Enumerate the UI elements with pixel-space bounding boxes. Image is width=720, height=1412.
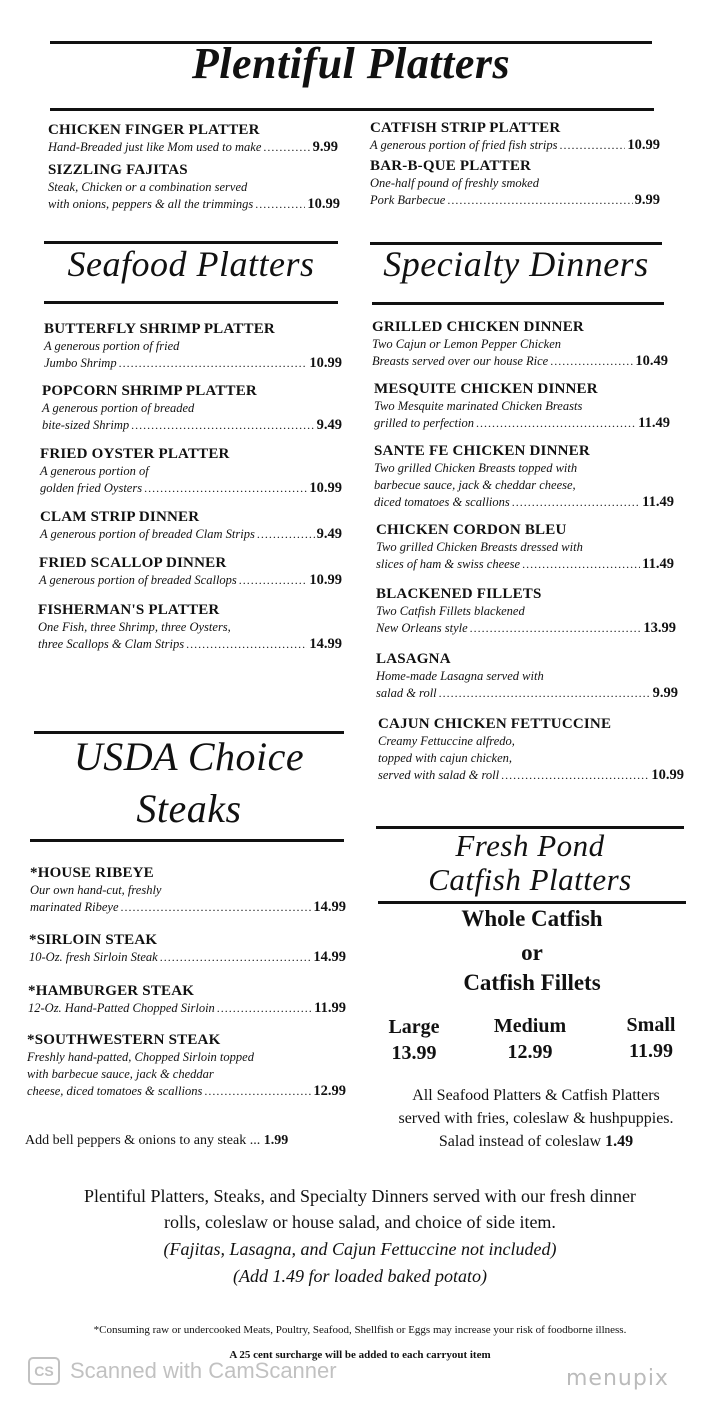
catfish-title-line1: Fresh Pond (455, 828, 605, 863)
footer-line3: (Fajitas, Lasagna, and Cajun Fettuccine not included) (163, 1239, 557, 1259)
item-desc: Breasts served over our house Rice (372, 354, 549, 368)
menu-item (30, 864, 346, 916)
item-price: 11.99 (314, 1000, 346, 1016)
item-name: CATFISH STRIP PLATTER (370, 120, 561, 136)
catfish-sub3: Catfish Fillets (463, 970, 601, 995)
item-desc: served with salad & roll (378, 768, 500, 782)
item-price: 10.99 (651, 767, 684, 783)
item-desc: salad & roll (376, 686, 437, 700)
menu-item (40, 508, 342, 543)
item-desc: A generous portion of breaded (42, 401, 195, 415)
carryout-surcharge: A 25 cent surcharge will be added to each carryout item (229, 1349, 491, 1361)
menu-item (39, 554, 342, 589)
item-price: 10.99 (307, 196, 340, 212)
item-price: 14.99 (309, 636, 342, 652)
item-price: 10.99 (309, 480, 342, 496)
catfish-note3-text: Salad instead of coleslaw (438, 1133, 602, 1150)
raw-food-warning: *Consuming raw or undercooked Meats, Poultry, Seafood, Shellfish or Eggs may increase your risk of foodborne illness. (93, 1324, 627, 1336)
item-desc: Jumbo Shrimp (44, 356, 117, 370)
item-price: 14.99 (313, 949, 346, 965)
item-desc: Two Cajun or Lemon Pepper Chicken (372, 337, 561, 351)
item-desc: Two Catfish Fillets blackened (376, 604, 525, 618)
item-desc: One-half pound of freshly smoked (370, 176, 539, 190)
item-price: 10.99 (309, 355, 342, 371)
item-price: 11.49 (642, 494, 674, 510)
catfish-note1: All Seafood Platters & Catfish Platters (412, 1087, 660, 1104)
menu-item (28, 982, 346, 1017)
size-label: Large (388, 1016, 440, 1038)
steaks-bottom-rule (30, 839, 344, 842)
catfish-note3-price: 1.49 (605, 1133, 634, 1150)
item-desc: barbecue sauce, jack & cheddar cheese, (374, 478, 576, 492)
catfish-title-line2: Catfish Platters (428, 862, 632, 897)
steaks-title-line2: Steaks (136, 786, 242, 831)
item-desc: One Fish, three Shrimp, three Oysters, (38, 620, 231, 634)
item-price: 9.49 (316, 417, 342, 433)
item-desc: 12-Oz. Hand-Patted Chopped Sirloin (28, 1001, 215, 1015)
item-desc: cheese, diced tomatoes & scallions (27, 1084, 203, 1098)
item-desc: A generous portion of (40, 464, 149, 478)
menu-item (374, 442, 674, 511)
catfish-note3 (374, 1133, 698, 1151)
item-desc: Two Mesquite marinated Chicken Breasts (374, 399, 583, 413)
item-name: *SOUTHWESTERN STEAK (27, 1032, 221, 1048)
item-desc: grilled to perfection (374, 416, 474, 430)
menu-item (27, 1031, 346, 1100)
item-desc: A generous portion of fried fish strips (370, 138, 558, 152)
item-name: POPCORN SHRIMP PLATTER (42, 383, 257, 399)
item-price: 9.99 (652, 685, 678, 701)
camscanner-logo-icon: CS (28, 1357, 60, 1385)
item-name: GRILLED CHICKEN DINNER (372, 319, 584, 335)
item-desc: with onions, peppers & all the trimmings (48, 197, 254, 211)
item-name: FISHERMAN'S PLATTER (38, 602, 220, 618)
item-price: 9.99 (312, 139, 338, 155)
title-bottom-rule (50, 108, 654, 111)
item-name: LASAGNA (376, 651, 451, 667)
menu-item (48, 161, 340, 213)
page-title: Plentiful Platters (191, 39, 511, 88)
seafood-title: Seafood Platters (67, 244, 315, 284)
item-name: BAR-B-QUE PLATTER (370, 158, 532, 174)
specialty-bottom-rule (372, 302, 664, 305)
item-name: CHICKEN CORDON BLEU (376, 522, 567, 538)
item-price: 9.49 (316, 526, 342, 542)
menu-item (29, 931, 346, 966)
item-desc: A generous portion of fried (44, 339, 180, 353)
footer-line2: rolls, coleslaw or house salad, and choice of side item. (164, 1212, 556, 1232)
item-name: FRIED OYSTER PLATTER (40, 446, 230, 462)
menu-item (48, 121, 338, 156)
item-desc: A generous portion of breaded Scallops (39, 573, 237, 587)
size-price: 12.99 (507, 1041, 553, 1063)
item-name: *SIRLOIN STEAK (29, 932, 158, 948)
catfish-bottom-rule (378, 901, 686, 904)
item-desc: golden fried Oysters (40, 481, 143, 495)
catfish-note2: served with fries, coleslaw & hushpuppies. (398, 1110, 674, 1127)
specialty-title: Specialty Dinners (383, 244, 649, 284)
menu-item (370, 157, 660, 209)
steaks-title-line1: USDA Choice (73, 734, 305, 779)
size-label: Medium (493, 1015, 567, 1037)
item-desc: Home-made Lasagna served with (376, 669, 544, 683)
menu-item (370, 119, 660, 154)
item-price: 11.49 (638, 415, 670, 431)
item-name: CLAM STRIP DINNER (40, 509, 200, 525)
item-name: CAJUN CHICKEN FETTUCCINE (378, 716, 612, 732)
menu-item (376, 585, 676, 637)
item-name: SANTE FE CHICKEN DINNER (374, 443, 590, 459)
item-desc: Our own hand-cut, freshly (30, 883, 162, 897)
item-desc: with barbecue sauce, jack & cheddar (27, 1067, 214, 1081)
item-name: CHICKEN FINGER PLATTER (48, 122, 260, 138)
menu-item (378, 715, 684, 784)
item-name: SIZZLING FAJITAS (48, 162, 188, 178)
item-price: 14.99 (313, 899, 346, 915)
menu-item (374, 380, 670, 432)
item-price: 9.99 (634, 192, 660, 208)
size-price: 13.99 (391, 1042, 437, 1064)
item-price: 13.99 (643, 620, 676, 636)
item-name: BLACKENED FILLETS (376, 586, 542, 602)
item-desc: New Orleans style (376, 621, 468, 635)
item-price: 12.99 (313, 1083, 346, 1099)
item-price: 10.99 (309, 572, 342, 588)
menupix-watermark: menupix (566, 1366, 669, 1391)
item-desc: slices of ham & swiss cheese (376, 557, 521, 571)
camscanner-text: Scanned with CamScanner (70, 1358, 337, 1383)
item-desc: A generous portion of breaded Clam Strips (40, 527, 255, 541)
size-label: Small (626, 1014, 676, 1036)
steak-addon-text: Add bell peppers & onions to any steak ... (25, 1133, 261, 1148)
item-name: *HOUSE RIBEYE (30, 865, 154, 881)
item-desc: Two grilled Chicken Breasts dressed with (376, 540, 583, 554)
item-name: FRIED SCALLOP DINNER (39, 555, 227, 571)
item-desc: three Scallops & Clam Strips (38, 637, 185, 651)
item-desc: 10-Oz. fresh Sirloin Steak (29, 950, 158, 964)
menu-item (376, 521, 674, 573)
item-desc: marinated Ribeye (30, 900, 119, 914)
menu-item (372, 318, 668, 370)
menu-item (376, 650, 678, 702)
catfish-sub1: Whole Catfish (461, 906, 603, 931)
item-price: 10.99 (627, 137, 660, 153)
item-desc: bite-sized Shrimp (42, 418, 130, 432)
menu-item (44, 320, 342, 372)
item-desc: Freshly hand-patted, Chopped Sirloin topped (27, 1050, 254, 1064)
item-desc: Creamy Fettuccine alfredo, (378, 734, 515, 748)
menu-item (38, 601, 342, 653)
item-desc: topped with cajun chicken, (378, 751, 512, 765)
catfish-sub2: or (521, 940, 543, 965)
steak-addon (25, 1133, 355, 1149)
item-desc: Two grilled Chicken Breasts topped with (374, 461, 578, 475)
item-desc: Pork Barbecue (370, 193, 446, 207)
item-desc: Steak, Chicken or a combination served (48, 180, 248, 194)
item-price: 10.49 (635, 353, 668, 369)
menu-item (42, 382, 342, 434)
item-desc: diced tomatoes & scallions (374, 495, 510, 509)
item-desc: Hand-Breaded just like Mom used to make (48, 140, 262, 154)
size-price: 11.99 (629, 1040, 673, 1062)
camscanner-watermark (28, 1356, 337, 1386)
seafood-bottom-rule (44, 301, 338, 304)
menu-item (40, 445, 342, 497)
item-name: MESQUITE CHICKEN DINNER (374, 381, 598, 397)
footer-line4: (Add 1.49 for loaded baked potato) (233, 1266, 487, 1286)
item-name: *HAMBURGER STEAK (28, 983, 195, 999)
item-price: 11.49 (642, 556, 674, 572)
item-name: BUTTERFLY SHRIMP PLATTER (44, 321, 275, 337)
steak-addon-price: 1.99 (263, 1133, 289, 1148)
footer-line1: Plentiful Platters, Steaks, and Specialty Dinners served with our fresh dinner (84, 1186, 636, 1206)
